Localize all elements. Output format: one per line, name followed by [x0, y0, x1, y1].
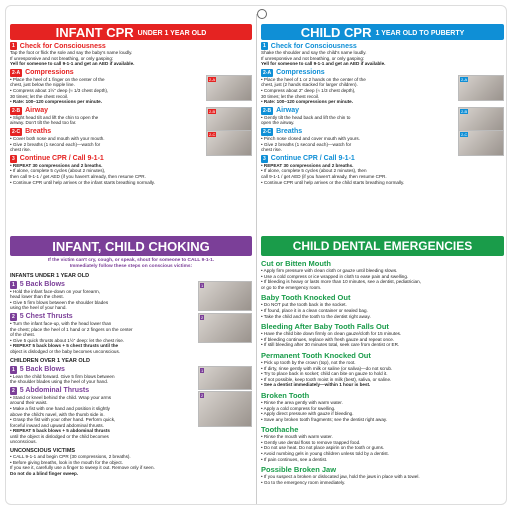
step-text: • Do NOT put the tooth back in the socket. — [261, 302, 347, 308]
step-title: Compressions — [276, 69, 325, 77]
infant-cpr-header — [10, 24, 252, 40]
step-text: 30 times; let the chest recoil. — [10, 93, 69, 99]
photo-label: 2-B — [209, 108, 216, 114]
infant-back-blows-photo — [198, 281, 252, 311]
step-badge: 1 — [263, 43, 266, 49]
step-badge: 1 — [12, 281, 15, 288]
step-text: open the airway. — [261, 120, 295, 126]
step-text: • Apply firm pressure with clean cloth or gauze until bleeding slows. — [261, 268, 398, 273]
photo-label: 2 — [201, 314, 204, 320]
step-badge: 2-C — [263, 128, 272, 135]
step-badge: 2 — [12, 313, 15, 320]
dental-broken-tooth-text — [261, 400, 504, 422]
photo-label: 2-C — [209, 131, 216, 137]
step-text: the shoulder blades using the heel of your hand. — [10, 379, 109, 385]
photo-label: 2-A — [209, 76, 216, 82]
dental-bleeding-title: Bleeding After Baby Tooth Falls Out — [261, 322, 389, 332]
step-text: head lower than the chest. — [10, 294, 64, 300]
step-text: If unresponsive and not breathing, or only gasping: — [10, 55, 114, 61]
step-title: 5 Abdominal Thrusts — [19, 387, 90, 395]
step-text: airway. Don't tilt the head too far. — [10, 120, 77, 126]
step-text: object is dislodged or the baby becomes unconscious. — [10, 348, 121, 354]
step-text: • Do not use heat. Do not place aspirin on the tooth or gums. — [261, 445, 385, 451]
step-text: • Have the child bite down firmly on clean gauze/cloth for 15 minutes. — [261, 331, 402, 337]
step-title: 5 Back Blows — [19, 281, 65, 289]
step-title: Breaths — [276, 128, 303, 136]
dental-toothache-title: Toothache — [261, 425, 299, 435]
step-badge: 2-A — [263, 69, 272, 76]
dental-permanent-tooth-title: Permanent Tooth Knocked Out — [261, 350, 371, 360]
infant-cpr-title: INFANT CPR — [55, 24, 134, 40]
photo-label: 2-C — [461, 131, 468, 137]
step-text: chest rise. — [10, 147, 31, 153]
intro-text: Immediately follow these steps on conscious victims: — [69, 263, 193, 269]
child-abdominal-thrusts — [10, 387, 252, 445]
step-badge: 1 — [12, 366, 15, 373]
step-text: then call 9-1-1 / get AED (if you haven't already, then resume CPR. — [10, 173, 146, 179]
step-text: • If bleeding continues, replace with fresh gauze and repeat once. — [261, 336, 395, 342]
step-text: the chest; place the heel of 1 hand or 2 fingers on the center — [10, 326, 133, 332]
child-step-compressions — [261, 69, 504, 105]
step-text: • Slight head tilt and lift the chin to open the — [10, 114, 99, 120]
step-text: • If dirty, rinse gently with milk or saline (or saliva)—do not scrub. — [261, 365, 393, 371]
step-title: Continue CPR / Call 9-1-1 — [270, 155, 355, 163]
step-text: • Rate: 100–120 compressions per minute. — [261, 99, 353, 105]
reference-card — [5, 5, 507, 505]
step-text: call 9-1-1 / get AED (if you haven't already, then resume CPR. — [261, 173, 387, 179]
step-badge: 2-A — [12, 69, 21, 76]
step-badge: 3 — [263, 155, 266, 162]
step-title: Breaths — [25, 128, 52, 136]
step-text: Yell for someone to call 9-1-1 and get an AED if available. — [261, 61, 386, 67]
step-text: • Continue CPR until help arrives or the child starts breathing normally. — [261, 179, 405, 185]
step-text: • Take the child and the tooth to the dentist right away. — [261, 313, 371, 319]
unconscious-steps — [10, 454, 252, 476]
step-text: around their waist. — [10, 400, 48, 406]
choking-intro — [10, 258, 252, 270]
step-text: • Apply a cold compress for swelling. — [261, 405, 336, 411]
children-subheading: CHILDREN OVER 1 YEAR OLD — [10, 357, 90, 364]
step-text: • Place the heel of 1 or 2 hands on the center of the — [261, 76, 366, 82]
child-step-airway — [261, 107, 504, 126]
infant-step-consciousness — [10, 42, 252, 67]
child-breaths-photo — [458, 130, 504, 156]
step-text: 30 times; let the chest recoil. — [261, 93, 320, 99]
dental-baby-tooth-text — [261, 302, 504, 319]
step-title: Check for Consciousness — [270, 42, 357, 50]
step-text: • REPEAT 5 back blows + 5 chest thrusts until the — [10, 343, 119, 349]
child-cpr-title: CHILD CPR — [300, 24, 372, 40]
infant-step-compressions — [10, 69, 252, 105]
child-compressions-photo — [458, 75, 504, 101]
step-text: • REPEAT 5 back blows + 5 abdominal thrusts — [10, 428, 110, 434]
choking-title: INFANT, CHILD CHOKING — [52, 238, 210, 254]
infant-chest-thrusts — [10, 313, 252, 355]
step-text: Tap the foot or flick the sole and say the baby's name loudly. — [10, 50, 133, 55]
dental-baby-tooth-title: Baby Tooth Knocked Out — [261, 293, 351, 303]
step-text: • Gently use dental floss to remove trapped food. — [261, 439, 361, 445]
step-text: • Pinch nose closed and cover mouth with yours. — [261, 135, 360, 141]
step-text: • If not possible, keep tooth moist in milk (best), saliva, or saline. — [261, 376, 392, 382]
child-cpr-header — [261, 24, 504, 40]
step-text: • Rinse the mouth with warm water. — [261, 434, 333, 440]
choking-panel — [10, 236, 252, 502]
infant-step-breaths — [10, 128, 252, 153]
photo-label: 1 — [201, 367, 204, 373]
step-text: • REPEAT 30 compressions and 2 breaths. — [10, 162, 103, 168]
step-text: • If alone, complete 5 cycles (about 2 minutes), — [10, 168, 106, 174]
dental-broken-jaw-title: Possible Broken Jaw — [261, 465, 337, 475]
dental-bleeding-text — [261, 331, 504, 348]
step-badge: 2 — [12, 387, 15, 394]
step-text: If unresponsive and not breathing, or only gasping: — [261, 55, 365, 61]
step-text: • Continue CPR until help arrives or the infant starts breathing normally. — [10, 179, 156, 185]
dental-title: CHILD DENTAL EMERGENCIES — [292, 239, 473, 253]
step-text: • Give 2 breaths (1 second each)—watch for — [10, 141, 101, 147]
step-text: • Lean the child forward. Give 5 firm blows between — [10, 373, 115, 379]
step-text: chest, just below the nipple line. — [10, 82, 75, 88]
photo-label: 2 — [201, 392, 204, 398]
step-text: • Save any broken tooth fragments; see the dentist right away. — [261, 416, 388, 422]
step-text: • If bleeding is heavy or lasts more than 10 minutes, see a dentist, pediatrician, — [261, 279, 421, 285]
dental-broken-jaw-text — [261, 474, 504, 485]
step-text: Yell for someone to call 9-1-1 and get an AED if available. — [10, 61, 135, 67]
step-text: chest, just (2 hands stacked for larger children). — [261, 82, 358, 88]
infant-cpr-panel — [10, 24, 252, 234]
step-badge: 2-B — [12, 107, 21, 114]
step-text: until the object is dislodged or the child becomes — [10, 433, 109, 439]
step-title: 5 Back Blows — [19, 366, 65, 374]
step-text: • If you suspect a broken or dislocated jaw, hold the jaws in place with a towel. — [261, 474, 420, 480]
infant-compressions-photo — [206, 75, 252, 101]
child-cpr-age: 1 YEAR OLD TO PUBERTY — [375, 30, 465, 37]
step-text: • Pick up tooth by the crown (top), not the root. — [261, 359, 356, 365]
infant-chest-thrusts-photo — [198, 313, 252, 343]
step-text: using the heel of your hand. — [10, 305, 67, 311]
step-text: • Gently tilt the head back and lift the chin to — [261, 114, 351, 120]
dental-permanent-tooth-text — [261, 360, 504, 388]
unconscious-subheading: UNCONSCIOUS VICTIMS — [10, 448, 76, 455]
infant-breaths-photo — [206, 130, 252, 156]
photo-label: 2-A — [461, 76, 468, 82]
step-text: • Go to the emergency room immediately. — [261, 479, 346, 485]
child-step-continue — [261, 155, 504, 185]
step-text: • Compress about 2" deep (≈ 1/3 chest depth), — [261, 87, 356, 93]
step-text: • Rate: 100–120 compressions per minute. — [10, 99, 102, 105]
dental-header — [261, 236, 504, 256]
step-text: of the chest. — [10, 332, 36, 338]
step-text: • Make a fist with one hand and position it slightly — [10, 405, 110, 411]
step-text: • Stand or kneel behind the child. Wrap your arms — [10, 394, 112, 400]
step-text: • Place the heel of 1 finger on the center of the — [10, 76, 105, 82]
step-text: • Give 5 firm blows between the shoulder blades — [10, 299, 109, 305]
step-title: 5 Chest Thrusts — [19, 313, 73, 321]
step-text: • If found, place it in a clean container or sealed bag. — [261, 307, 368, 313]
step-text: • Turn the infant face-up, with the head lower than — [10, 320, 112, 326]
infants-subheading: INFANTS UNDER 1 YEAR OLD — [10, 272, 90, 279]
step-title: Airway — [25, 107, 49, 115]
dental-toothache-text — [261, 434, 504, 462]
step-title: Compressions — [25, 69, 74, 77]
step-text: • Apply direct pressure with gauze if bleeding. — [261, 411, 354, 417]
step-text: • Rinse the area gently with warm water. — [261, 399, 343, 405]
child-back-blows — [10, 366, 252, 385]
step-text: • CALL 9-1-1 and begin CPR (30 compressions, 2 breaths). — [10, 454, 131, 460]
infant-step-airway — [10, 107, 252, 126]
step-text: above the child's navel, with the thumb side in. — [10, 411, 105, 417]
child-step-breaths — [261, 128, 504, 153]
infant-cpr-age: UNDER 1 YEAR OLD — [137, 30, 207, 37]
choking-header — [10, 236, 252, 256]
step-text: Do not do a blind finger sweep. — [10, 470, 79, 476]
infant-step-continue — [10, 155, 252, 185]
hang-hole — [257, 9, 267, 19]
step-text: Shake the shoulder and say the child's name loudly. — [261, 50, 367, 55]
step-text: • Hold the infant face-down on your forearm, — [10, 288, 100, 294]
step-text: or go to the emergency room. — [261, 284, 322, 290]
step-text: • Compress about 1½" deep (≈ 1/3 chest depth), — [10, 87, 109, 93]
step-badge: 2-C — [12, 128, 21, 135]
step-text: unconscious. — [10, 439, 37, 445]
step-text: • Before giving breaths, look in the mouth for the object. — [10, 459, 123, 465]
step-text: forceful inward and upward abdominal thrusts. — [10, 422, 104, 428]
child-abdominal-thrusts-photo — [198, 391, 252, 427]
step-text: • Cover both nose and mouth with your mouth. — [10, 135, 105, 141]
step-text: • Try to place back in socket; child can bite on gauze to hold it. — [261, 371, 388, 377]
intro-text: If the victim can't cry, cough, or speak, shout for someone to CALL 9-1-1. — [47, 258, 215, 263]
column-divider — [256, 14, 257, 504]
step-text: • Give 5 quick thrusts about 1½" deep: let the chest rise. — [10, 337, 125, 343]
child-step-consciousness — [261, 42, 504, 67]
step-badge: 3 — [12, 155, 15, 162]
step-text: • See a dentist immediately—within 1 hour is best. — [261, 382, 371, 388]
step-text: If you see it, carefully use a finger to sweep it out. Remove only if seen. — [10, 465, 155, 471]
step-title: Check for Consciousness — [19, 42, 106, 50]
step-title: Airway — [276, 107, 300, 115]
dental-cut-mouth-text — [261, 268, 504, 290]
dental-broken-tooth-title: Broken Tooth — [261, 390, 310, 400]
dental-cut-mouth-title: Cut or Bitten Mouth — [261, 259, 331, 268]
child-cpr-panel — [261, 24, 504, 234]
step-text: • If pain continues, see a dentist. — [261, 456, 328, 462]
step-badge: 2-B — [263, 107, 272, 114]
step-title: Continue CPR / Call 9-1-1 — [19, 155, 104, 163]
step-text: • REPEAT 30 compressions and 2 breaths. — [261, 162, 354, 168]
photo-label: 1 — [201, 282, 204, 288]
step-text: • If still bleeding after 30 minutes total, seek care from dentist or ER. — [261, 342, 400, 348]
infant-back-blows — [10, 281, 252, 311]
dental-panel — [261, 236, 504, 502]
photo-label: 2-B — [461, 108, 468, 114]
step-text: • If alone, complete 5 cycles (about 2 minutes), then — [261, 168, 367, 174]
step-text: chest rise. — [261, 147, 282, 153]
step-badge: 1 — [12, 43, 15, 49]
step-text: • Give 2 breaths (1 second each)—watch for — [261, 141, 352, 147]
step-text: • Avoid numbing gels in young children unless told by a dentist. — [261, 451, 389, 457]
step-text: • Use a cold compress or ice wrapped in cloth to ease pain and swelling. — [261, 273, 409, 279]
step-text: • Grasp the fist with your other hand. Perform quick, — [10, 417, 116, 423]
